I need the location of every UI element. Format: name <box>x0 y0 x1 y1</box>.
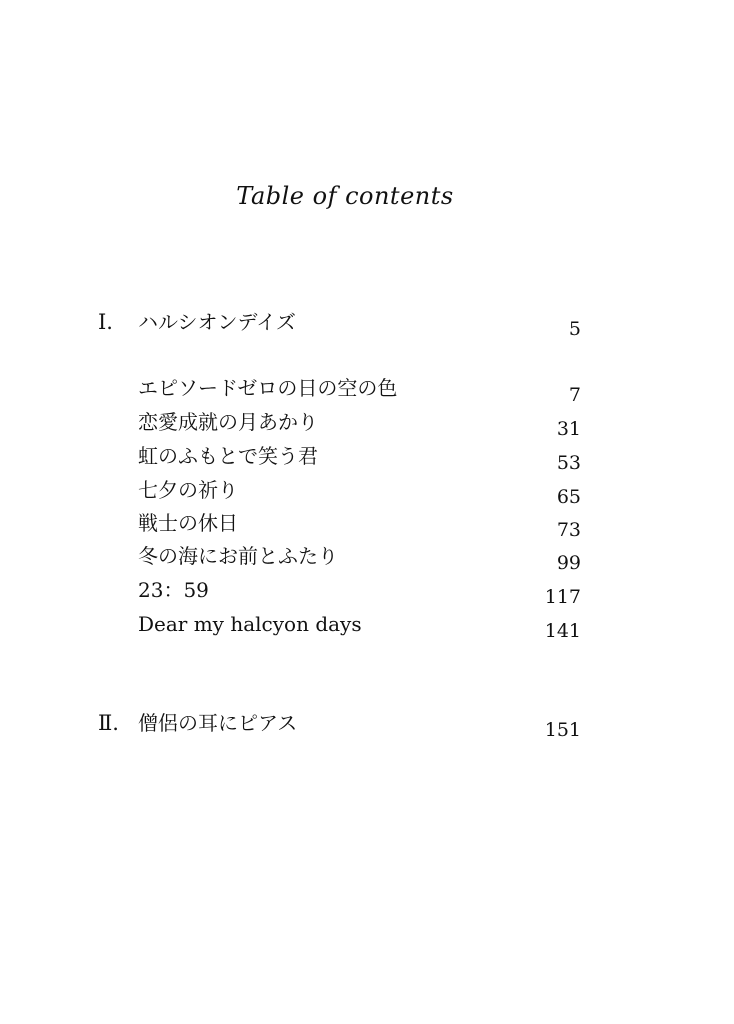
part-numeral: Ⅰ. <box>98 310 113 334</box>
toc-part-row <box>0 307 734 340</box>
page-number: 31 <box>556 418 581 440</box>
toc-chapter-row <box>0 575 734 608</box>
page-number: 7 <box>568 384 581 406</box>
page-number: 5 <box>568 318 581 340</box>
chapter-title: 虹のふもとで笑う君 <box>138 444 318 468</box>
chapter-title: エピソードゼロの日の空の色 <box>138 376 398 400</box>
toc-chapter-row <box>0 441 734 474</box>
chapter-title: Dear my halcyon days <box>138 612 362 636</box>
part-title: 僧侶の耳にピアス <box>138 711 298 735</box>
page-title: Table of contents <box>236 182 454 210</box>
page-number: 53 <box>556 452 581 474</box>
page-number: 141 <box>544 620 581 642</box>
toc-chapter-row <box>0 609 734 642</box>
chapter-title: 23：59 <box>138 578 209 602</box>
page-number: 65 <box>556 486 581 508</box>
chapter-title: 戦士の休日 <box>138 511 238 535</box>
chapter-title: 冬の海にお前とふたり <box>138 544 338 568</box>
page-number: 117 <box>544 586 581 608</box>
toc-chapter-row <box>0 508 734 541</box>
page-number: 73 <box>556 519 581 541</box>
chapter-title: 恋愛成就の月あかり <box>138 410 318 434</box>
part-title: ハルシオンデイズ <box>138 310 296 334</box>
toc-chapter-row <box>0 407 734 440</box>
toc-chapter-row <box>0 373 734 406</box>
part-numeral: Ⅱ. <box>98 711 119 735</box>
chapter-title: 七夕の祈り <box>138 478 238 502</box>
page-number: 99 <box>556 552 581 574</box>
toc-chapter-row <box>0 475 734 508</box>
toc-part-row <box>0 708 734 741</box>
toc-chapter-row <box>0 541 734 574</box>
page-number: 151 <box>544 719 581 741</box>
